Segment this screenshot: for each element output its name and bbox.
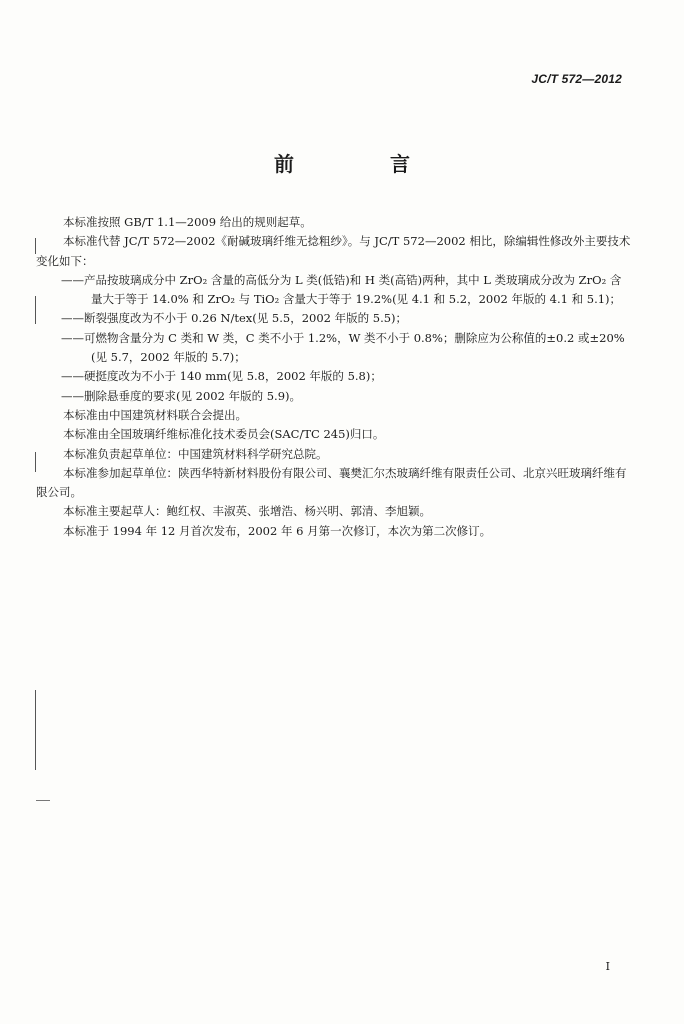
document-code: JC/T 572—2012 xyxy=(531,72,622,86)
foreword-body xyxy=(36,213,632,541)
list-item: ——硬挺度改为不小于 140 mm(见 5.8，2002 年版的 5.8)； xyxy=(61,369,382,384)
paragraph: 本标准于 1994 年 12 月首次发布，2002 年 6 月第一次修订，本次为第二次修订。 xyxy=(63,523,492,538)
list-item: ——可燃物含量分为 C 类和 W 类，C 类不小于 1.2%，W 类不小于 0.8%；删除应为公称值的±0.2 或±20%(见 5.7，2002 年版的 5.7)； xyxy=(61,330,625,365)
paragraph: 本标准按照 GB/T 1.1—2009 给出的规则起草。 xyxy=(63,215,312,229)
page-title: 前 言 xyxy=(274,152,448,176)
paragraph: 本标准由全国玻璃纤维标准化技术委员会(SAC/TC 245)归口。 xyxy=(63,427,385,442)
list-item: ——删除悬垂度的要求(见 2002 年版的 5.9)。 xyxy=(61,388,301,403)
paragraph: 本标准代替 JC/T 572—2002《耐碱玻璃纤维无捻粗纱》。与 JC/T 572—2002 相比，除编辑性修改外主要技术变化如下： xyxy=(36,234,631,268)
paragraph: 本标准由中国建筑材料联合会提出。 xyxy=(63,407,247,422)
divider xyxy=(36,800,50,801)
page-number: I xyxy=(605,960,610,973)
paragraph: 本标准参加起草单位：陕西华特新材料股份有限公司、襄樊汇尔杰玻璃纤维有限责任公司、北京兴旺玻璃纤维有限公司。 xyxy=(36,465,627,500)
list-item: ——产品按玻璃成分中 ZrO₂ 含量的高低分为 L 类(低锆)和 H 类(高锆)两种，其中 L 类玻璃成分改为 ZrO₂ 含量大于等于 14.0% 和 ZrO₂ 与 TiO₂ 含量大于等于 19.2%(见 4.1 和 5.2，2002 年版的 4.1 和 5.1)； xyxy=(61,272,622,307)
paragraph: 本标准负责起草单位：中国建筑材料科学研究总院。 xyxy=(63,446,328,461)
paragraph: 本标准主要起草人：鲍红权、丰淑英、张增浩、杨兴明、郭清、李旭颖。 xyxy=(63,504,431,519)
revision-bar xyxy=(35,690,36,770)
list-item: ——断裂强度改为不小于 0.26 N/tex(见 5.5，2002 年版的 5.5)； xyxy=(61,311,408,326)
